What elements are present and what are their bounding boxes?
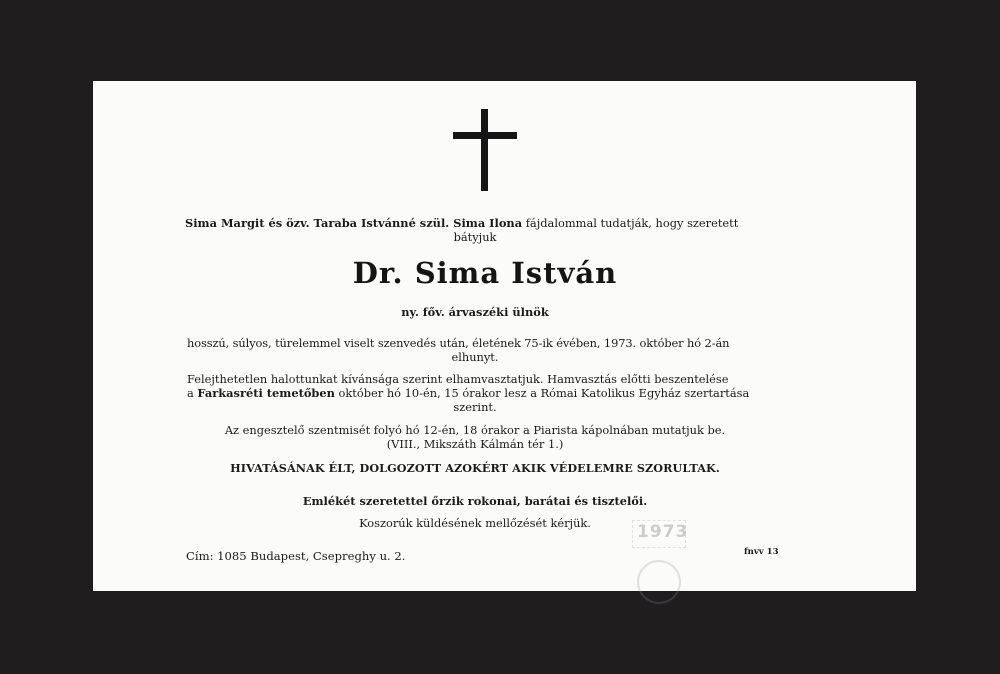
address: Cím: 1085 Budapest, Csepreghy u. 2. [186, 549, 406, 563]
death-paragraph-line-2: elhunyt. [451, 350, 499, 364]
cemetery-name: Farkasréti temetőben [197, 386, 335, 400]
printer-mark: fnvv 13 [744, 547, 779, 557]
funeral-paragraph-line-2: a Farkasréti temetőben október hó 10-én, 15 órakor lesz a Római Katolikus Egyház szertartása [187, 386, 750, 400]
deceased-name: Dr. Sima István [352, 256, 618, 290]
deceased-title: ny. főv. árvaszéki ülnök [401, 305, 549, 319]
funeral-paragraph-line-3: szerint. [453, 400, 497, 414]
cross-icon [453, 109, 517, 191]
wreaths-request: Koszorúk küldésének mellőzését kérjük. [359, 516, 591, 530]
announcers-names: Sima Margit és özv. Taraba Istvánné szül. Sima Ilona [185, 216, 523, 230]
mass-paragraph-line-1: Az engesztelő szentmisét folyó hó 12-én, 18 órakor a Piarista kápolnában mutatjuk be. [224, 423, 726, 437]
memory-line: Emlékét szeretettel őrzik rokonai, barátai és tisztelői. [302, 494, 648, 508]
library-stamp-seal [637, 560, 681, 604]
cross-vertical-bar [481, 109, 488, 191]
announcement-line-1 [185, 216, 765, 230]
mass-paragraph-line-2: (VIII., Mikszáth Kálmán tér 1.) [386, 437, 564, 451]
archive-stamp-year: 1973 [637, 522, 689, 542]
death-paragraph-line-1: hosszú, súlyos, türelemmel viselt szenvedés után, életének 75-ik évében, 1973. október hó 2-án [187, 336, 730, 350]
funeral-paragraph-line-1: Felejthetetlen halottunkat kívánsága szerint elhamvasztatjuk. Hamvasztás előtti beszentelése [187, 372, 729, 386]
cross-horizontal-bar [453, 132, 517, 139]
announcement-text: fájdalommal tudatják, hogy szeretett [522, 216, 739, 230]
announcement-line-2: bátyjuk [453, 230, 497, 244]
motto: HIVATÁSÁNAK ÉLT, DOLGOZOTT AZOKÉRT AKIK VÉDELEMRE SZORULTAK. [230, 461, 720, 475]
